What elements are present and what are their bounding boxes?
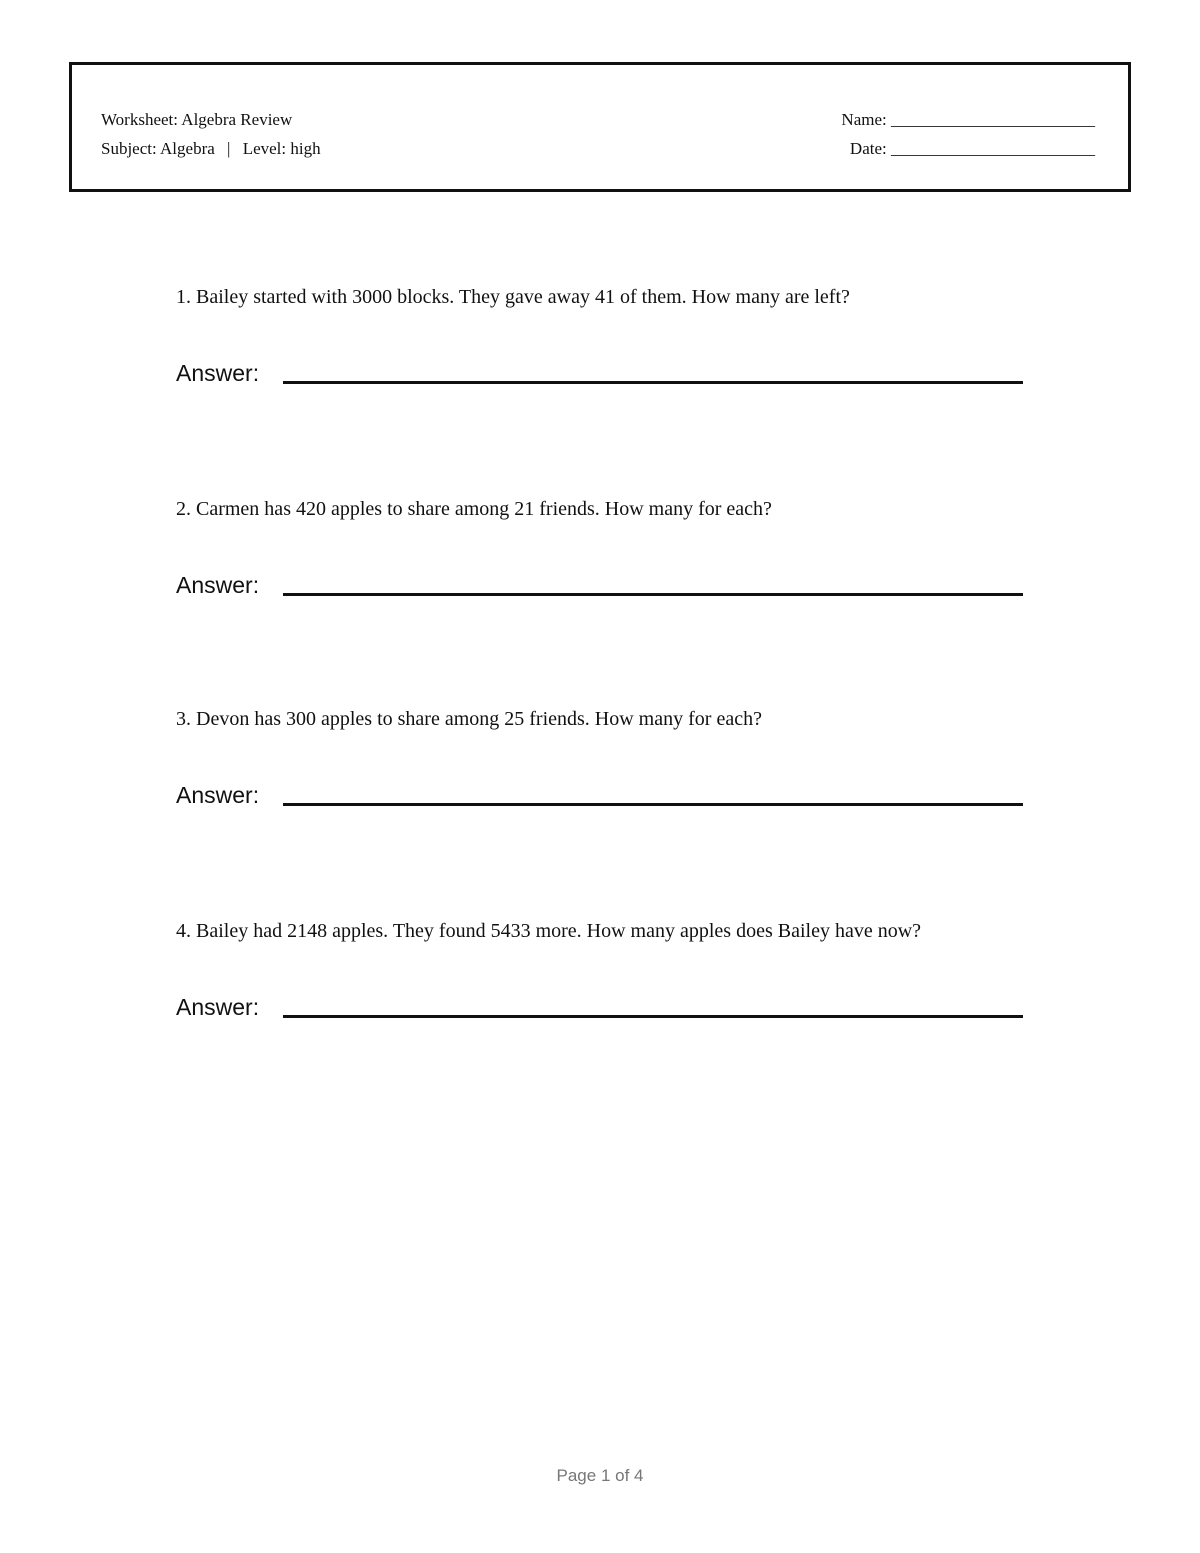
worksheet-title: Worksheet: Algebra Review: [101, 110, 293, 129]
name-label: Name:: [841, 110, 887, 129]
separator: |: [227, 139, 231, 158]
answer-line[interactable]: [283, 803, 1023, 806]
answer-label: Answer:: [176, 994, 260, 1020]
question-text: 1. Bailey started with 3000 blocks. They gave away 41 of them. How many are left?: [176, 286, 850, 308]
subject-label: Subject:: [101, 139, 157, 158]
question-text: 3. Devon has 300 apples to share among 25 friends. How many for each?: [176, 708, 762, 730]
answer-label: Answer:: [176, 572, 260, 598]
name-field[interactable]: [841, 105, 1095, 134]
name-blank[interactable]: ________________________: [891, 110, 1095, 129]
page-number: Page 1 of 4: [556, 1466, 644, 1485]
question-3: [176, 706, 1036, 820]
worksheet-header: [69, 62, 1131, 192]
level-value: high: [290, 139, 321, 158]
question-2: [176, 496, 1036, 610]
answer-line[interactable]: [283, 381, 1023, 384]
date-label: Date:: [849, 139, 887, 158]
header-info: [101, 105, 321, 163]
answer-label: Answer:: [176, 782, 260, 808]
question-text: 2. Carmen has 420 apples to share among 21 friends. How many for each?: [176, 498, 772, 520]
level-label: Level:: [242, 139, 287, 158]
answer-line[interactable]: [283, 1015, 1023, 1018]
header-fields: [841, 105, 1095, 163]
answer-row: [176, 570, 1036, 610]
subject-value: Algebra: [160, 139, 215, 158]
subject-level-line: [101, 134, 321, 163]
answer-row: [176, 992, 1036, 1032]
date-field[interactable]: [841, 134, 1095, 163]
answer-row: [176, 358, 1036, 398]
question-1: [176, 284, 1036, 398]
date-blank[interactable]: ________________________: [891, 139, 1095, 158]
question-text: 4. Bailey had 2148 apples. They found 5433 more. How many apples does Bailey have now?: [176, 920, 922, 942]
answer-label: Answer:: [176, 360, 260, 386]
question-4: [176, 918, 1036, 1032]
answer-row: [176, 780, 1036, 820]
answer-line[interactable]: [283, 593, 1023, 596]
